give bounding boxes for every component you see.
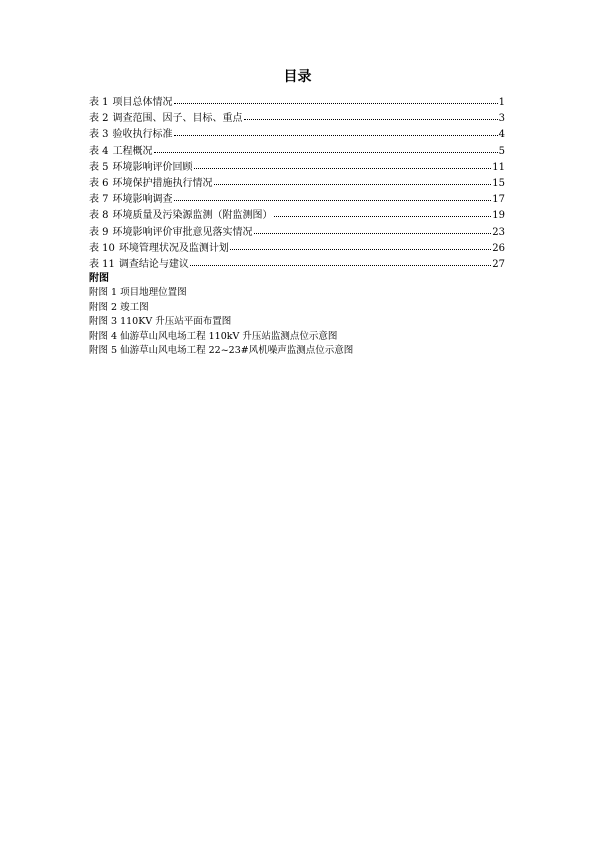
toc-entry-page: 4 [498, 129, 505, 141]
toc-entry[interactable] [89, 95, 505, 111]
toc-entry[interactable] [89, 160, 505, 176]
appendix-list [89, 286, 509, 359]
toc-dot-leader [174, 95, 498, 104]
toc-entry[interactable] [89, 257, 505, 273]
toc-dot-leader [274, 208, 492, 217]
toc-entry[interactable] [89, 127, 505, 143]
toc-entry-label [89, 160, 193, 176]
appendix-item[interactable]: 附图 5 仙游草山风电场工程 22~23#风机噪声监测点位示意图 [89, 345, 354, 357]
toc-entry-page: 27 [492, 258, 505, 270]
toc-entry-page: 26 [492, 242, 505, 254]
toc-entry-page: 5 [498, 145, 505, 157]
toc-dot-leader [174, 127, 498, 136]
page-title: 目录 [283, 69, 312, 85]
toc-entry-text: 环境保护措施执行情况 [112, 177, 213, 189]
toc-entry-label [89, 127, 173, 143]
toc-entry-text: 验收执行标准 [112, 129, 173, 141]
toc-dot-leader [244, 111, 498, 120]
toc-entry-number: 表 1 [89, 97, 109, 108]
toc-entry-text: 调查结论与建议 [118, 258, 189, 270]
toc-dot-leader [254, 225, 492, 234]
table-of-contents [89, 95, 505, 273]
toc-entry[interactable] [89, 241, 505, 257]
toc-entry-label [89, 257, 189, 273]
toc-entry-page: 23 [492, 226, 505, 238]
toc-entry-label [89, 208, 273, 224]
toc-entry-number: 表 2 [89, 113, 109, 125]
toc-entry-text: 工程概况 [112, 145, 153, 157]
appendix-item[interactable]: 附图 3 110KV 升压站平面布置图 [89, 316, 232, 328]
toc-dot-leader [214, 176, 492, 185]
toc-entry-label [89, 241, 229, 257]
toc-entry-number: 表 8 [89, 210, 109, 222]
toc-entry-number: 表 4 [89, 145, 109, 157]
toc-entry-page: 17 [492, 194, 505, 206]
toc-entry-label [89, 192, 173, 208]
toc-entry-page: 11 [492, 161, 505, 173]
toc-entry[interactable] [89, 225, 505, 241]
toc-entry-page: 1 [498, 97, 505, 108]
toc-entry-text: 调查范围、因子、目标、重点 [112, 113, 243, 125]
appendix-item[interactable]: 附图 1 项目地理位置图 [89, 287, 187, 298]
toc-entry-text: 项目总体情况 [112, 97, 173, 108]
toc-entry-text: 环境质量及污染源监测（附监测图） [112, 210, 273, 222]
toc-entry-page: 19 [492, 210, 505, 222]
toc-entry-number: 表 6 [89, 177, 109, 189]
toc-entry-text: 环境影响评价回顾 [112, 161, 193, 173]
toc-dot-leader [230, 241, 491, 250]
toc-entry-number: 表 11 [89, 258, 115, 270]
toc-entry-number: 表 3 [89, 129, 109, 141]
toc-dot-leader [154, 144, 498, 153]
toc-entry-label [89, 176, 213, 192]
toc-entry-number: 表 7 [89, 194, 109, 206]
toc-entry-label [89, 95, 173, 111]
toc-entry-text: 环境影响调查 [112, 194, 173, 206]
appendix-item[interactable]: 附图 4 仙游草山风电场工程 110kV 升压站监测点位示意图 [89, 330, 338, 342]
toc-entry-number: 表 5 [89, 161, 109, 173]
toc-entry-label [89, 225, 253, 241]
toc-entry-page: 15 [492, 177, 505, 189]
toc-entry-number: 表 10 [89, 242, 115, 254]
toc-entry-label [89, 111, 243, 127]
toc-entry-text: 环境管理状况及监测计划 [118, 242, 229, 254]
toc-entry-label [89, 144, 153, 160]
toc-dot-leader [174, 192, 492, 201]
appendix-heading: 附图 [89, 273, 109, 284]
toc-entry[interactable] [89, 208, 505, 224]
toc-entry-number: 表 9 [89, 226, 109, 238]
toc-entry-page: 3 [498, 113, 505, 125]
toc-dot-leader [190, 257, 491, 266]
toc-entry[interactable] [89, 192, 505, 208]
toc-entry[interactable] [89, 144, 505, 160]
toc-entry-text: 环境影响评价审批意见落实情况 [112, 226, 253, 238]
toc-entry[interactable] [89, 111, 505, 127]
toc-dot-leader [194, 160, 492, 169]
appendix-item[interactable]: 附图 2 竣工图 [89, 301, 149, 313]
toc-entry[interactable] [89, 176, 505, 192]
